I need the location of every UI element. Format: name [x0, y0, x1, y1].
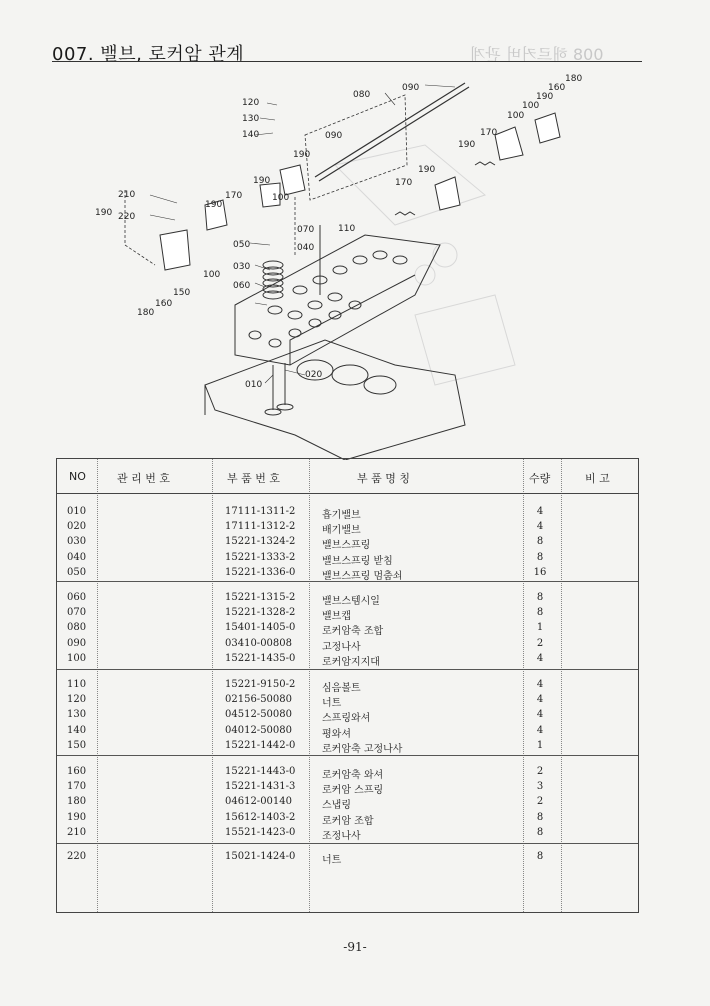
cell-quantity: 16 — [533, 566, 547, 578]
callout-100: 100 — [522, 101, 540, 111]
cell-no: 120 — [67, 694, 87, 706]
cell-part-name: 흡기밸브 — [322, 510, 361, 521]
callout-170: 170 — [480, 128, 498, 138]
table-row — [57, 536, 638, 551]
group-rule — [57, 843, 638, 844]
cell-no: 020 — [67, 521, 87, 533]
callout-210: 210 — [118, 190, 136, 200]
cell-part-name: 너트 — [322, 698, 342, 710]
callout-060: 060 — [233, 281, 251, 291]
cell-part-name: 밸브스템시일 — [322, 596, 380, 607]
cell-part-name: 로커암축 와셔 — [322, 770, 384, 781]
callout-160: 160 — [548, 83, 566, 93]
cell-part-number: 04612-00140 — [225, 796, 293, 808]
cell-no: 130 — [67, 709, 87, 721]
callout-100: 100 — [272, 193, 290, 203]
table-row — [57, 796, 638, 811]
callout-100: 100 — [507, 111, 525, 121]
table-row — [57, 812, 638, 827]
cell-part-name: 스프링와셔 — [322, 713, 371, 725]
cell-no: 180 — [67, 796, 87, 808]
cell-no: 150 — [67, 739, 87, 751]
table-row — [57, 851, 638, 866]
table-row — [57, 638, 638, 653]
table-row — [57, 552, 638, 567]
cell-no: 140 — [67, 724, 87, 736]
cell-part-name: 로커암축 조합 — [322, 626, 384, 638]
callout-100: 100 — [203, 270, 221, 280]
cell-quantity: 8 — [536, 607, 544, 619]
callout-110: 110 — [338, 224, 356, 234]
cell-part-number: 02156-50080 — [225, 694, 293, 706]
cell-no: 220 — [67, 851, 87, 862]
cell-no: 080 — [67, 622, 87, 634]
table-row — [57, 679, 638, 694]
header-management-no: 관 리 번 호 — [117, 472, 170, 485]
page-number: -91- — [343, 940, 367, 954]
cell-part-number: 15221-1315-2 — [225, 592, 296, 603]
cell-quantity: 8 — [536, 536, 544, 548]
rocker-arms — [160, 113, 560, 270]
cylinder-head — [235, 235, 440, 365]
cell-quantity: 4 — [536, 506, 544, 517]
cell-quantity: 1 — [536, 739, 544, 751]
cell-part-number: 17111-1311-2 — [225, 506, 296, 517]
header-quantity: 수량 — [529, 472, 551, 485]
cell-part-name: 너트 — [322, 855, 342, 866]
cell-quantity: 2 — [536, 766, 544, 777]
cell-part-number: 15221-1336-0 — [225, 566, 296, 578]
cell-part-number: 15021-1424-0 — [225, 851, 296, 862]
callout-030: 030 — [233, 262, 251, 272]
callout-190: 190 — [205, 200, 223, 210]
cell-part-name: 밸브스프링 받침 — [322, 555, 393, 567]
table-row — [57, 622, 638, 637]
cell-quantity: 4 — [536, 709, 544, 721]
header-part-number: 부 품 번 호 — [227, 472, 280, 485]
table-row — [57, 781, 638, 796]
page-title: 007. 밸브, 로커암 관계 — [52, 44, 245, 65]
exploded-parts-diagram — [95, 65, 595, 460]
callout-070: 070 — [297, 225, 315, 235]
callout-220: 220 — [118, 212, 136, 222]
callout-190: 190 — [536, 92, 554, 102]
cell-part-name: 스냅링 — [322, 800, 351, 812]
cell-quantity: 8 — [536, 592, 544, 603]
callout-180: 180 — [137, 308, 155, 318]
cell-no: 190 — [67, 811, 87, 823]
header-part-name: 부 품 명 칭 — [357, 472, 410, 485]
cell-part-number: 15221-1328-2 — [225, 607, 296, 619]
cell-part-number: 15221-1324-2 — [225, 536, 296, 548]
cell-part-name: 고정나사 — [322, 641, 361, 653]
header-no: NO — [69, 470, 86, 483]
cell-quantity: 4 — [536, 694, 544, 706]
cell-no: 010 — [67, 506, 87, 517]
callout-170: 170 — [225, 191, 243, 201]
table-row — [57, 740, 638, 755]
cell-no: 100 — [67, 652, 87, 664]
cell-no: 090 — [67, 637, 87, 649]
table-row — [57, 506, 638, 521]
cell-no: 030 — [67, 536, 87, 548]
callout-130: 130 — [242, 114, 260, 124]
cell-quantity: 3 — [536, 781, 544, 793]
callout-180: 180 — [565, 74, 583, 84]
cell-no: 040 — [67, 551, 87, 563]
table-row — [57, 827, 638, 842]
title-rule — [52, 61, 642, 62]
header-rule — [57, 493, 638, 494]
cell-quantity: 8 — [536, 826, 544, 838]
cell-part-name: 로커암 조합 — [322, 815, 374, 827]
table-row — [57, 709, 638, 724]
cell-quantity: 2 — [536, 796, 544, 808]
callout-090: 090 — [402, 83, 420, 93]
cell-part-name: 로커암지지대 — [322, 656, 380, 668]
table-row — [57, 725, 638, 740]
cell-part-name: 밸브스프링 — [322, 540, 371, 552]
cell-part-number: 15221-1435-0 — [225, 652, 296, 664]
table-row — [57, 567, 638, 582]
cell-part-number: 15521-1423-0 — [225, 826, 296, 838]
table-row — [57, 607, 638, 622]
cell-no: 160 — [67, 766, 87, 777]
table-row — [57, 653, 638, 668]
cell-quantity: 4 — [536, 521, 544, 533]
cell-quantity: 1 — [536, 622, 544, 634]
parts-table — [56, 458, 639, 913]
callout-160: 160 — [155, 299, 173, 309]
cell-part-number: 04512-50080 — [225, 709, 293, 721]
table-row — [57, 766, 638, 781]
cell-part-name: 로커암 스프링 — [322, 785, 384, 797]
cell-part-number: 17111-1312-2 — [225, 521, 296, 533]
ghost-title: 008 해르커버 관계 — [470, 45, 604, 64]
callout-120: 120 — [242, 98, 260, 108]
cell-quantity: 8 — [536, 851, 544, 862]
table-row — [57, 521, 638, 536]
callout-050: 050 — [233, 240, 251, 250]
cell-part-number: 15221-1431-3 — [225, 781, 296, 793]
cell-no: 050 — [67, 566, 87, 578]
cell-part-name: 로커암축 고정나사 — [322, 743, 403, 755]
cylinder-block — [205, 340, 465, 460]
table-row — [57, 592, 638, 607]
header-remarks: 비 고 — [585, 472, 610, 485]
cell-quantity: 4 — [536, 679, 544, 690]
cell-quantity: 2 — [536, 637, 544, 649]
cell-no: 070 — [67, 607, 87, 619]
cell-part-name: 배기밸브 — [322, 525, 361, 537]
cell-part-number: 15221-1442-0 — [225, 739, 296, 751]
cell-part-number: 15401-1405-0 — [225, 622, 296, 634]
callout-020: 020 — [305, 370, 323, 380]
cell-part-number: 15221-1333-2 — [225, 551, 296, 563]
cell-part-name: 평와셔 — [322, 728, 351, 740]
group-rule — [57, 755, 638, 756]
group-rule — [57, 669, 638, 670]
cell-quantity: 8 — [536, 551, 544, 563]
cell-part-name: 밸브캡 — [322, 611, 351, 623]
cell-quantity: 4 — [536, 724, 544, 736]
callout-140: 140 — [242, 130, 260, 140]
callout-170: 170 — [395, 178, 413, 188]
cell-part-number: 15612-1403-2 — [225, 811, 296, 823]
cell-part-name: 조정나사 — [322, 830, 361, 842]
callout-190: 190 — [458, 140, 476, 150]
cell-no: 170 — [67, 781, 87, 793]
callout-150: 150 — [173, 288, 191, 298]
callout-010: 010 — [245, 380, 263, 390]
cell-part-number: 04012-50080 — [225, 724, 293, 736]
callout-080: 080 — [353, 90, 371, 100]
callout-090: 090 — [325, 131, 343, 141]
callout-190: 190 — [95, 208, 113, 218]
cell-part-number: 03410-00808 — [225, 637, 293, 649]
callout-190: 190 — [253, 176, 271, 186]
cell-quantity: 4 — [536, 652, 544, 664]
cell-quantity: 8 — [536, 811, 544, 823]
cell-part-number: 15221-1443-0 — [225, 766, 296, 777]
callout-190: 190 — [418, 165, 436, 175]
cell-part-name: 밸브스프링 멈춤쇠 — [322, 570, 403, 582]
cell-part-name: 심음볼트 — [322, 683, 361, 694]
cell-no: 060 — [67, 592, 87, 603]
cell-no: 110 — [67, 679, 87, 690]
callout-040: 040 — [297, 243, 315, 253]
cell-part-number: 15221-9150-2 — [225, 679, 296, 690]
callout-190: 190 — [293, 150, 311, 160]
table-row — [57, 694, 638, 709]
cell-no: 210 — [67, 826, 87, 838]
